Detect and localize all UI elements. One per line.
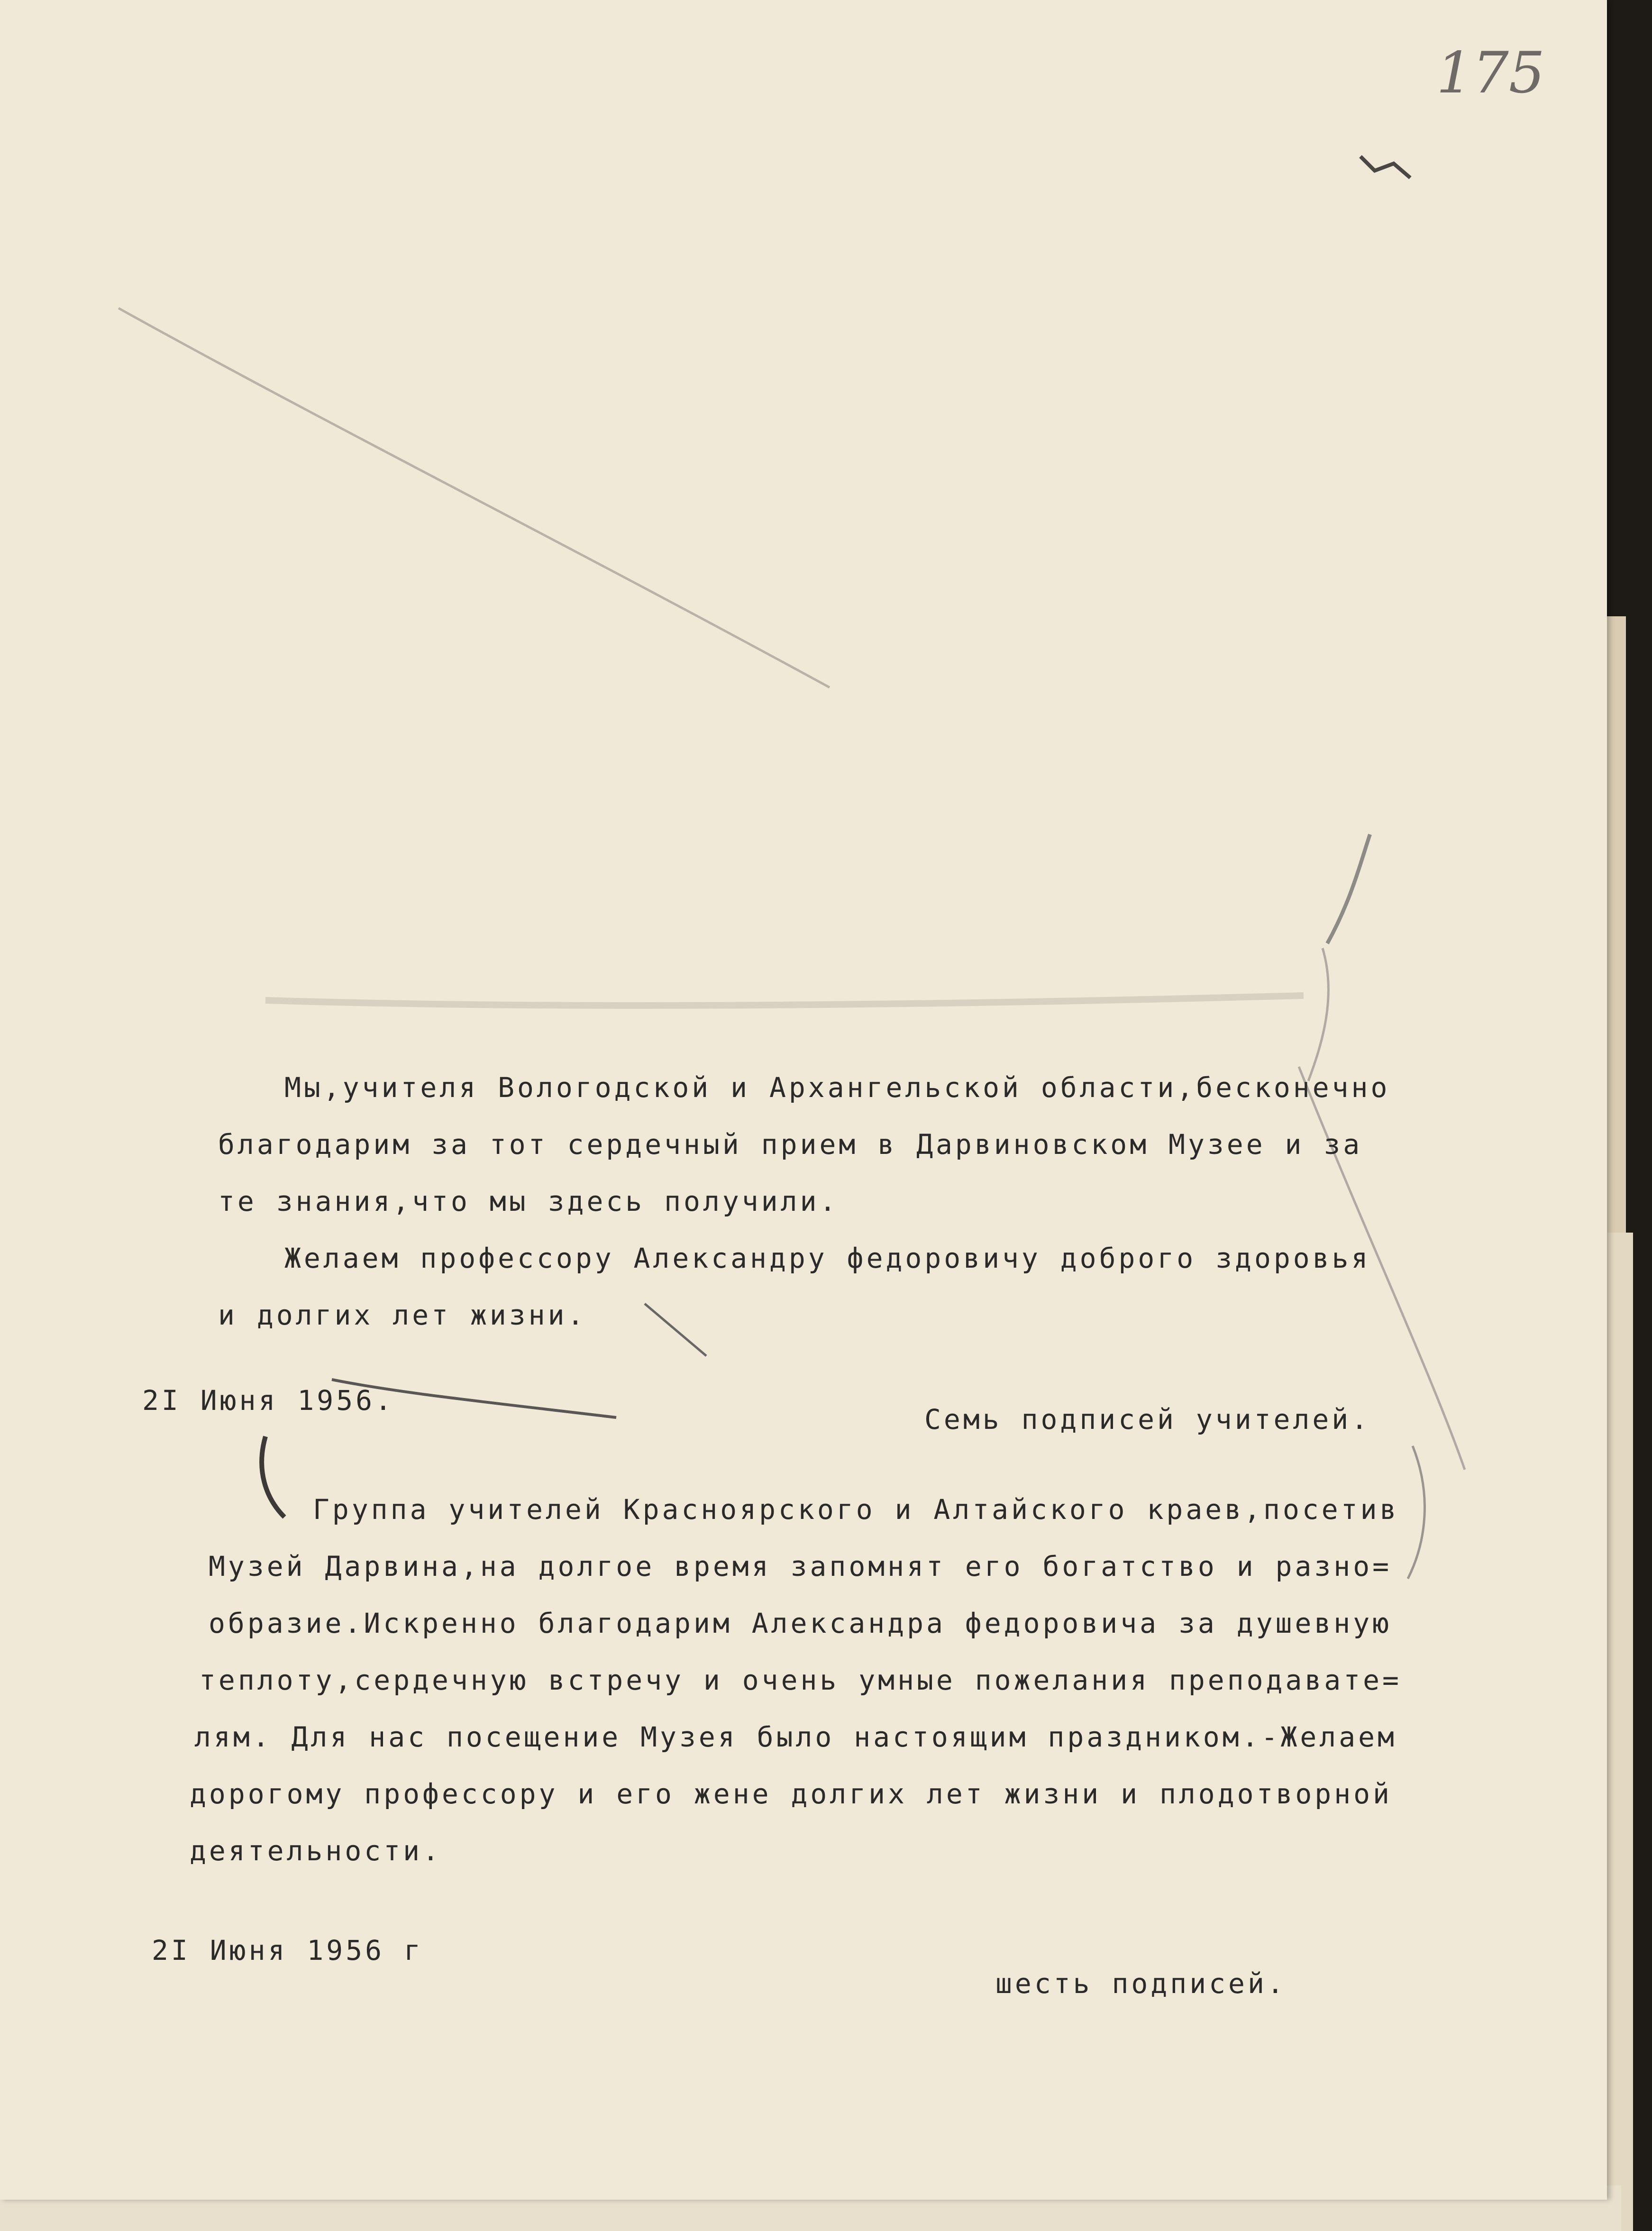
letter-date: 2I Июня 1956. bbox=[142, 1384, 394, 1417]
letter-signatures: шесть подписей. bbox=[995, 1967, 1287, 2000]
letter-line: лям. Для нас посещение Музея было настоящим праздником.-Желаем bbox=[194, 1721, 1397, 1753]
letter-line: образие.Искренно благодарим Александра федоровича за душевную bbox=[209, 1607, 1392, 1639]
letter-line: Группа учителей Красноярского и Алтайского краев,посетив bbox=[313, 1493, 1399, 1526]
letter-line: дорогому профессору и его жене долгих лет жизни и плодотворной bbox=[190, 1778, 1392, 1810]
letter-date: 2I Июня 1956 г bbox=[152, 1934, 423, 1966]
letter-line: деятельности. bbox=[190, 1835, 442, 1867]
letter-line: Мы,учителя Вологодской и Архангельской области,бесконечно bbox=[284, 1071, 1390, 1104]
letter-line: благодарим за тот сердечный прием в Дарвиновском Музее и за bbox=[218, 1128, 1363, 1161]
letter-line: и долгих лет жизни. bbox=[218, 1299, 587, 1331]
letter-line: Музей Дарвина,на долгое время запомнят его богатство и разно= bbox=[209, 1550, 1392, 1582]
letter-signatures: Семь подписей учителей. bbox=[924, 1403, 1371, 1436]
letter-line: те знания,что мы здесь получили. bbox=[218, 1185, 839, 1217]
letter-line: теплоту,сердечную встречу и очень умные пожелания преподавате= bbox=[199, 1664, 1402, 1696]
folio-number: 175 bbox=[1436, 40, 1545, 106]
letter-line: Желаем профессору Александру федоровичу доброго здоровья bbox=[284, 1242, 1371, 1274]
